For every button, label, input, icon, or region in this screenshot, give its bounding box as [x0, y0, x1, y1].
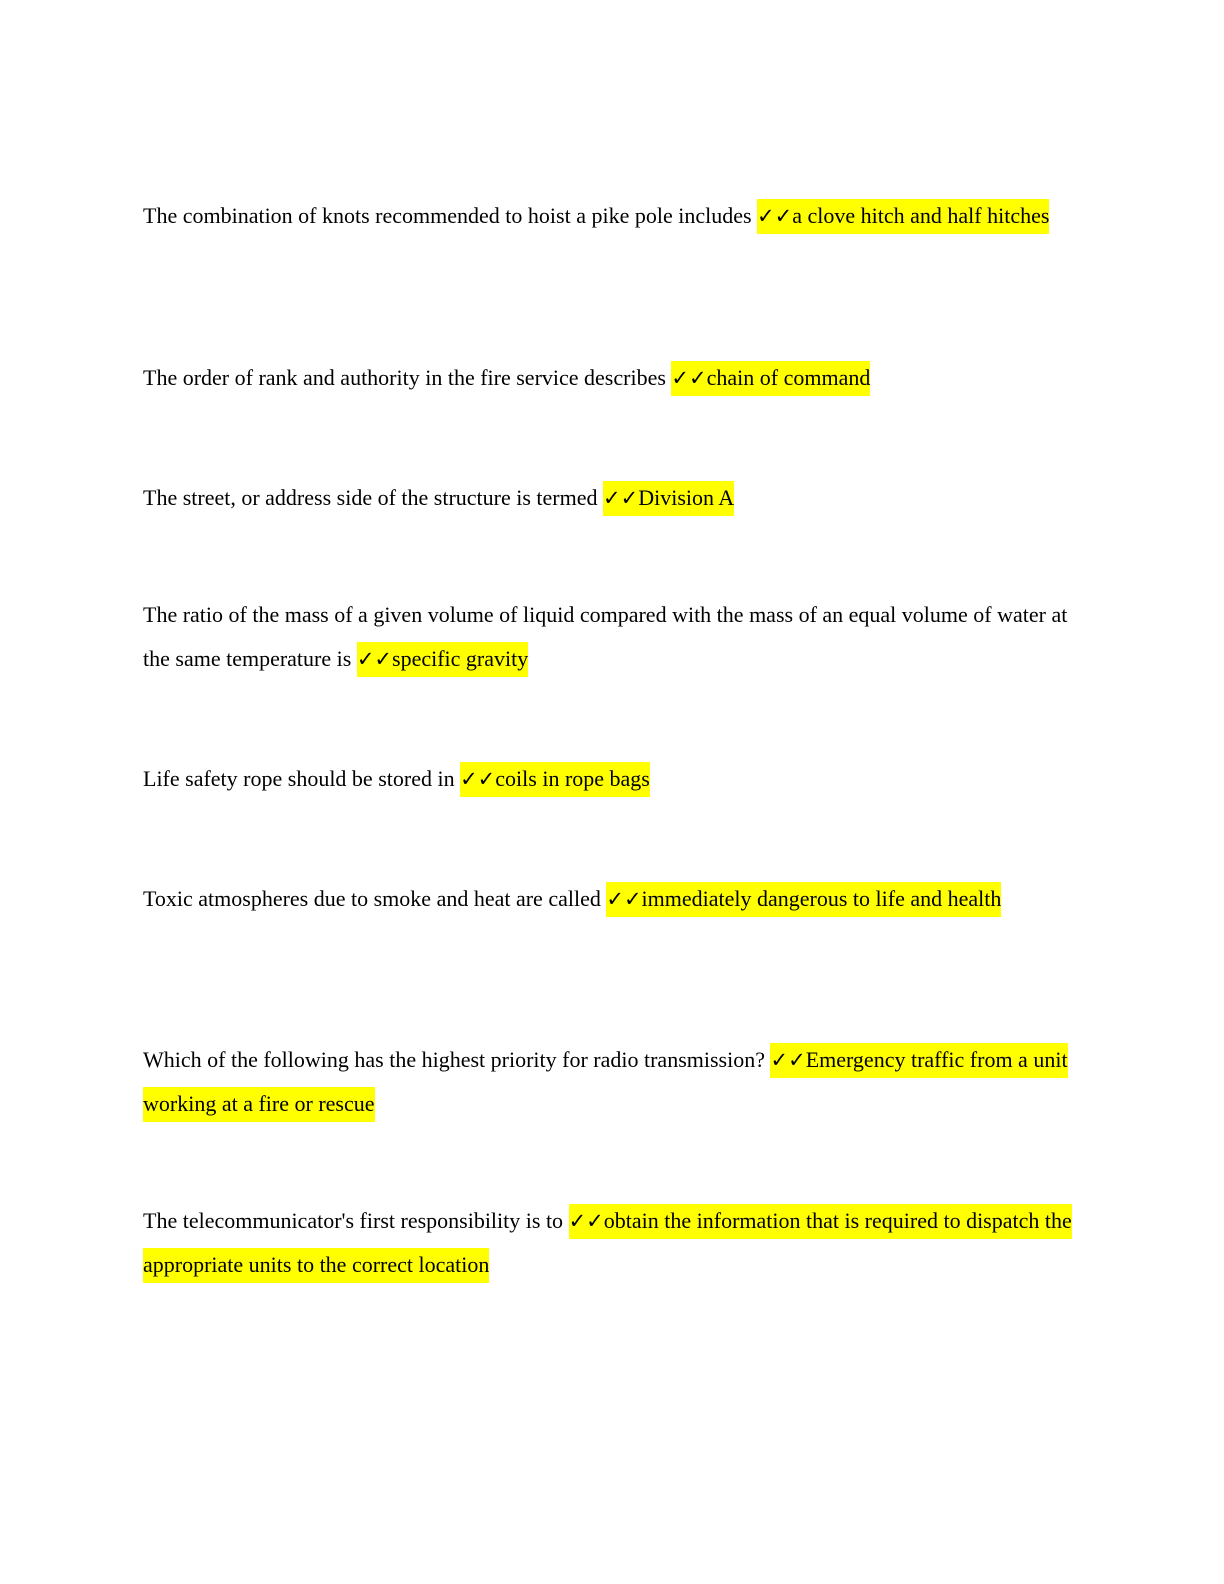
- double-check-icon: ✓✓: [603, 486, 639, 510]
- answer-highlight: [671, 361, 870, 396]
- qa-item: [143, 757, 1083, 801]
- qa-item: [143, 476, 1083, 520]
- qa-item: [143, 877, 1083, 921]
- double-check-icon: ✓✓: [356, 647, 393, 671]
- answer-text: Emergency traffic from a unit working at a fire or rescue: [143, 1047, 1068, 1116]
- answer-highlight: [460, 762, 650, 797]
- double-check-icon: ✓✓: [568, 1209, 604, 1233]
- double-check-icon: ✓✓: [757, 204, 793, 228]
- answer-text: chain of command: [706, 365, 871, 390]
- double-check-icon: ✓✓: [460, 767, 496, 791]
- question-text: Life safety rope should be stored in: [143, 766, 461, 791]
- question-text: The combination of knots recommended to hoist a pike pole includes: [143, 203, 758, 228]
- question-text: The telecommunicator's first responsibility is to: [143, 1208, 569, 1233]
- qa-item: [143, 194, 1083, 238]
- question-text: Which of the following has the highest priority for radio transmission?: [143, 1047, 771, 1072]
- answer-highlight: [603, 481, 734, 516]
- answer-text: Division A: [638, 485, 735, 510]
- answer-text: obtain the information that is required to dispatch the appropriate units to the correct location: [143, 1208, 1072, 1277]
- double-check-icon: ✓✓: [770, 1048, 806, 1072]
- answer-text: specific gravity: [392, 646, 529, 671]
- answer-highlight: [357, 642, 528, 677]
- answer-text: immediately dangerous to life and health: [641, 886, 1002, 911]
- answer-text: a clove hitch and half hitches: [792, 203, 1050, 228]
- double-check-icon: ✓✓: [671, 366, 707, 390]
- question-text: The ratio of the mass of a given volume of liquid compared with the mass of an equal volume of water at the same temperature is: [143, 602, 1068, 671]
- qa-item: [143, 593, 1083, 681]
- question-text: Toxic atmospheres due to smoke and heat are called: [143, 886, 607, 911]
- question-text: The street, or address side of the structure is termed: [143, 485, 604, 510]
- answer-highlight: [606, 882, 1001, 917]
- qa-item: [143, 356, 1083, 400]
- double-check-icon: ✓✓: [606, 887, 642, 911]
- answer-highlight: [757, 199, 1049, 234]
- qa-item: [143, 1199, 1083, 1287]
- answer-text: coils in rope bags: [495, 766, 650, 791]
- question-text: The order of rank and authority in the fire service describes: [143, 365, 672, 390]
- qa-item: [143, 1038, 1083, 1126]
